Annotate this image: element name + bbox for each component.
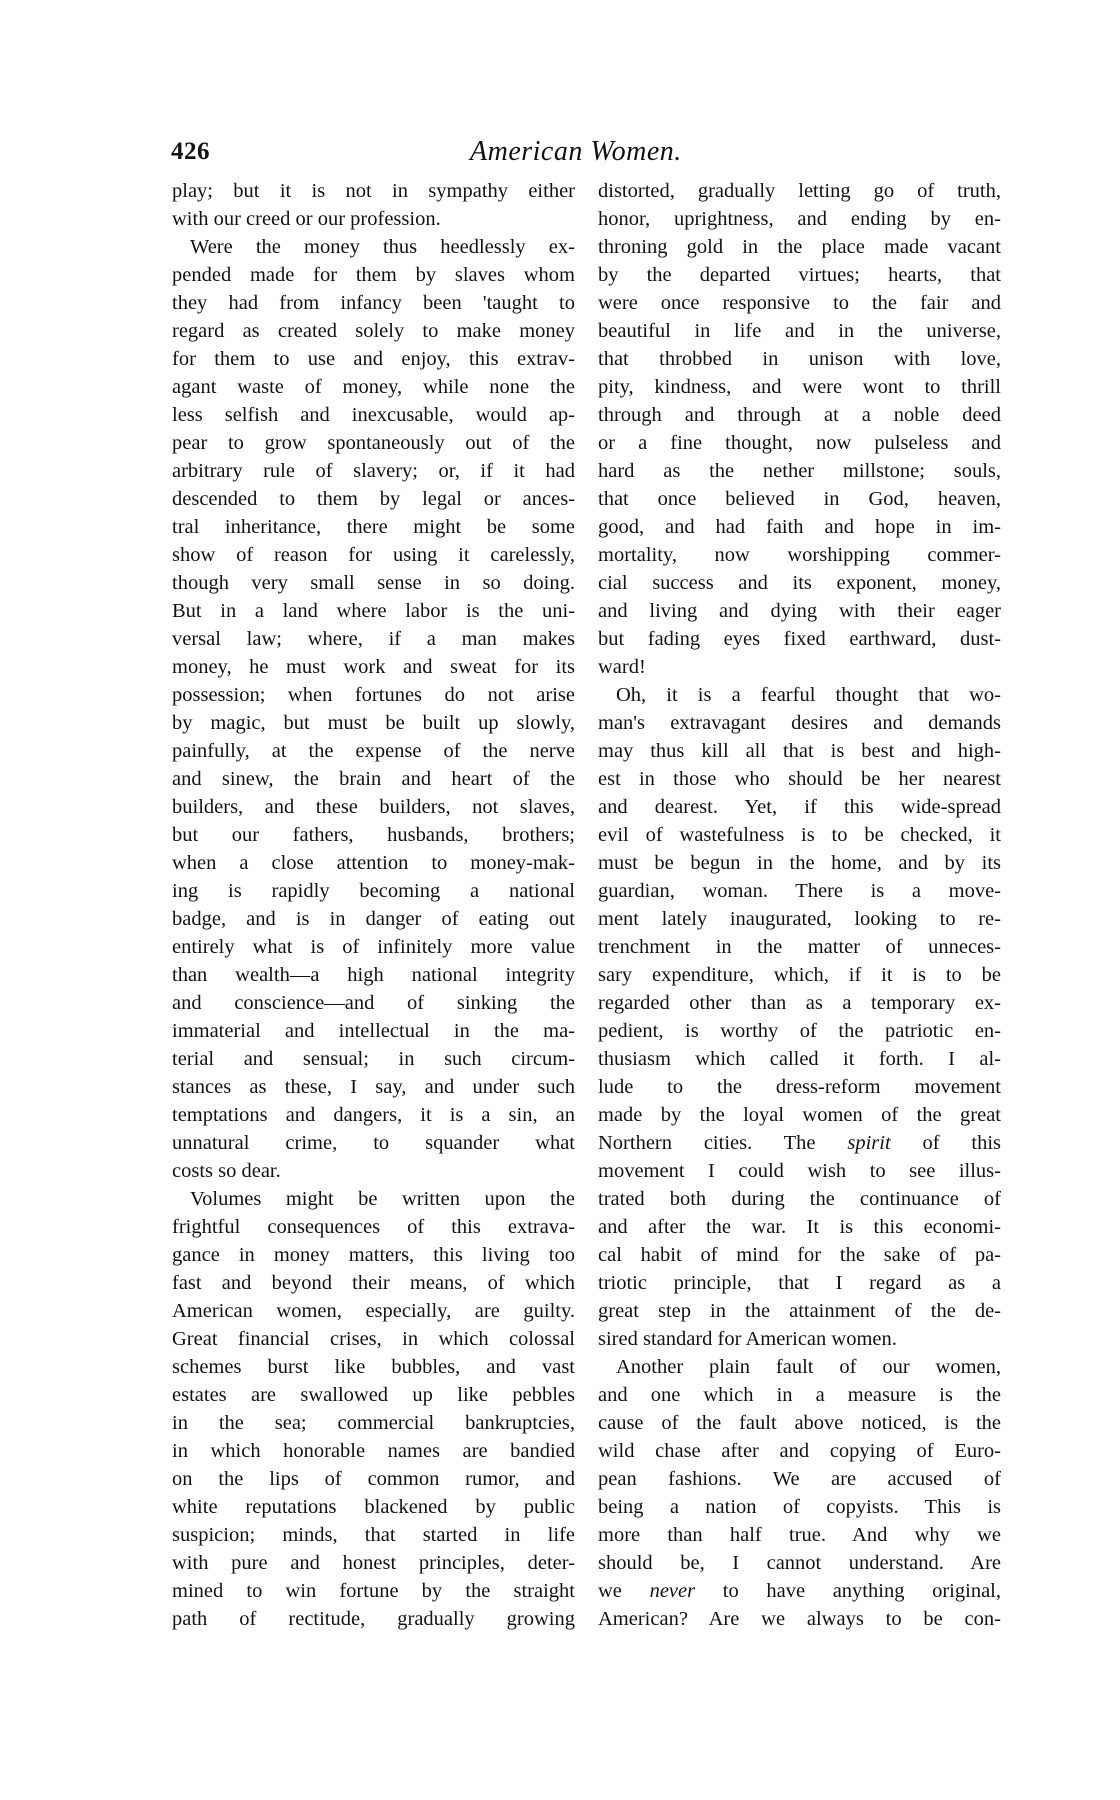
- text-line: white reputations blackened by public: [172, 1496, 575, 1518]
- text-segment: Northern cities. The: [598, 1132, 848, 1154]
- text-line: by the departed virtues; hearts, that: [598, 264, 1001, 286]
- text-line: mined to win fortune by the straight: [172, 1580, 575, 1602]
- text-line: pity, kindness, and were wont to thrill: [598, 376, 1001, 398]
- text-line: Were the money thus heedlessly ex-: [190, 236, 575, 258]
- text-line: should be, I cannot understand. Are: [598, 1552, 1001, 1574]
- text-line: builders, and these builders, not slaves,: [172, 796, 575, 818]
- text-line: play; but it is not in sympathy either: [172, 180, 575, 202]
- text-line: possession; when fortunes do not arise: [172, 684, 575, 706]
- text-line: temptations and dangers, it is a sin, an: [172, 1104, 575, 1126]
- text-line: suspicion; minds, that started in life: [172, 1524, 575, 1546]
- text-line: sary expenditure, which, if it is to be: [598, 964, 1001, 986]
- text-line: ward!: [598, 656, 646, 678]
- text-line: and after the war. It is this economi-: [598, 1216, 1001, 1238]
- text-line: evil of wastefulness is to be checked, it: [598, 824, 1001, 846]
- text-line: trated both during the continuance of: [598, 1188, 1001, 1210]
- running-title: American Women.: [470, 136, 682, 167]
- text-line: American women, especially, are guilty.: [172, 1300, 575, 1322]
- text-line: cial success and its exponent, money,: [598, 572, 1001, 594]
- text-line: good, and had faith and hope in im-: [598, 516, 1001, 538]
- text-line: wild chase after and copying of Euro-: [598, 1440, 1001, 1462]
- text-line: than wealth—a high national integrity: [172, 964, 575, 986]
- text-line: man's extravagant desires and demands: [598, 712, 1001, 734]
- text-line: schemes burst like bubbles, and vast: [172, 1356, 575, 1378]
- text-line: entirely what is of infinitely more value: [172, 936, 575, 958]
- text-line: cal habit of mind for the sake of pa-: [598, 1244, 1001, 1266]
- text-line: in which honorable names are bandied: [172, 1440, 575, 1462]
- text-line: trenchment in the matter of unneces-: [598, 936, 1001, 958]
- left-column: [172, 177, 575, 1633]
- text-line: more than half true. And why we: [598, 1524, 1001, 1546]
- text-line: but fading eyes fixed earthward, dust-: [598, 628, 1001, 650]
- page-number: 426: [171, 138, 210, 165]
- text-line: by magic, but must be built up slowly,: [172, 712, 575, 734]
- text-line: throning gold in the place made vacant: [598, 236, 1001, 258]
- text-line: painfully, at the expense of the nerve: [172, 740, 575, 762]
- text-line: pean fashions. We are accused of: [598, 1468, 1001, 1490]
- text-line: [598, 1129, 1001, 1157]
- text-segment: to have anything original,: [695, 1580, 1001, 1602]
- text-line: Oh, it is a fearful thought that wo-: [616, 684, 1001, 706]
- text-line: tral inheritance, there might be some: [172, 516, 575, 538]
- text-line: pended made for them by slaves whom: [172, 264, 575, 286]
- text-line: frightful consequences of this extrava-: [172, 1216, 575, 1238]
- text-line: terial and sensual; in such circum-: [172, 1048, 575, 1070]
- text-line: less selfish and inexcusable, would ap-: [172, 404, 575, 426]
- text-line: Great financial crises, in which colossal: [172, 1328, 575, 1350]
- text-line: path of rectitude, gradually growing: [172, 1608, 575, 1630]
- text-line: beautiful in life and in the universe,: [598, 320, 1001, 342]
- text-line: versal law; where, if a man makes: [172, 628, 575, 650]
- text-line: and dearest. Yet, if this wide-spread: [598, 796, 1001, 818]
- text-line: fast and beyond their means, of which: [172, 1272, 575, 1294]
- text-line: unnatural crime, to squander what: [172, 1132, 575, 1154]
- text-line: guardian, woman. There is a move-: [598, 880, 1001, 902]
- text-line: that throbbed in unison with love,: [598, 348, 1001, 370]
- text-line: [598, 1577, 1001, 1605]
- text-line: est in those who should be her nearest: [598, 768, 1001, 790]
- text-line: regarded other than as a temporary ex-: [598, 992, 1001, 1014]
- text-line: regard as created solely to make money: [172, 320, 575, 342]
- text-line: that once believed in God, heaven,: [598, 488, 1001, 510]
- text-line: pedient, is worthy of the patriotic en-: [598, 1020, 1001, 1042]
- text-line: were once responsive to the fair and: [598, 292, 1001, 314]
- text-line: for them to use and enjoy, this extrav-: [172, 348, 575, 370]
- text-line: or a fine thought, now pulseless and: [598, 432, 1001, 454]
- text-line: costs so dear.: [172, 1160, 281, 1182]
- text-line: badge, and is in danger of eating out: [172, 908, 575, 930]
- text-line: cause of the fault above noticed, is the: [598, 1412, 1001, 1434]
- text-segment: we: [598, 1580, 650, 1602]
- text-line: pear to grow spontaneously out of the: [172, 432, 575, 454]
- text-line: estates are swallowed up like pebbles: [172, 1384, 575, 1406]
- text-line: may thus kill all that is best and high-: [598, 740, 1001, 762]
- text-line: and living and dying with their eager: [598, 600, 1001, 622]
- text-line: But in a land where labor is the uni-: [172, 600, 575, 622]
- text-line: with our creed or our profession.: [172, 208, 441, 230]
- text-segment: of this: [890, 1132, 1001, 1154]
- text-line: mortality, now worshipping commer-: [598, 544, 1001, 566]
- text-line: immaterial and intellectual in the ma-: [172, 1020, 575, 1042]
- text-line: when a close attention to money-mak-: [172, 852, 575, 874]
- text-line: sired standard for American women.: [598, 1328, 897, 1350]
- text-line: they had from infancy been 'taught to: [172, 292, 575, 314]
- text-line: hard as the nether millstone; souls,: [598, 460, 1001, 482]
- text-line: but our fathers, husbands, brothers;: [172, 824, 575, 846]
- text-line: through and through at a noble deed: [598, 404, 1001, 426]
- text-line: ing is rapidly becoming a national: [172, 880, 575, 902]
- right-column: [598, 177, 1001, 1633]
- text-line: Volumes might be written upon the: [190, 1188, 575, 1210]
- text-line: must be begun in the home, and by its: [598, 852, 1001, 874]
- italic-emphasis: never: [649, 1580, 696, 1602]
- text-line: with pure and honest principles, deter-: [172, 1552, 575, 1574]
- text-line: Another plain fault of our women,: [616, 1356, 1001, 1378]
- text-line: show of reason for using it carelessly,: [172, 544, 575, 566]
- text-line: movement I could wish to see illus-: [598, 1160, 1001, 1182]
- text-line: on the lips of common rumor, and: [172, 1468, 575, 1490]
- text-line: descended to them by legal or ances-: [172, 488, 575, 510]
- text-line: though very small sense in so doing.: [172, 572, 575, 594]
- text-line: and one which in a measure is the: [598, 1384, 1001, 1406]
- text-line: thusiasm which called it forth. I al-: [598, 1048, 1001, 1070]
- text-line: great step in the attainment of the de-: [598, 1300, 1001, 1322]
- text-line: stances as these, I say, and under such: [172, 1076, 575, 1098]
- text-line: made by the loyal women of the great: [598, 1104, 1001, 1126]
- text-line: money, he must work and sweat for its: [172, 656, 575, 678]
- text-line: triotic principle, that I regard as a: [598, 1272, 1001, 1294]
- text-line: distorted, gradually letting go of truth,: [598, 180, 1001, 202]
- text-line: ment lately inaugurated, looking to re-: [598, 908, 1001, 930]
- text-line: being a nation of copyists. This is: [598, 1496, 1001, 1518]
- text-line: American? Are we always to be con-: [598, 1608, 1001, 1630]
- italic-emphasis: spirit: [847, 1132, 891, 1154]
- text-line: lude to the dress-reform movement: [598, 1076, 1001, 1098]
- text-line: arbitrary rule of slavery; or, if it had: [172, 460, 575, 482]
- text-line: agant waste of money, while none the: [172, 376, 575, 398]
- text-line: honor, uprightness, and ending by en-: [598, 208, 1001, 230]
- text-line: and conscience—and of sinking the: [172, 992, 575, 1014]
- text-line: gance in money matters, this living too: [172, 1244, 575, 1266]
- text-line: in the sea; commercial bankruptcies,: [172, 1412, 575, 1434]
- text-line: and sinew, the brain and heart of the: [172, 768, 575, 790]
